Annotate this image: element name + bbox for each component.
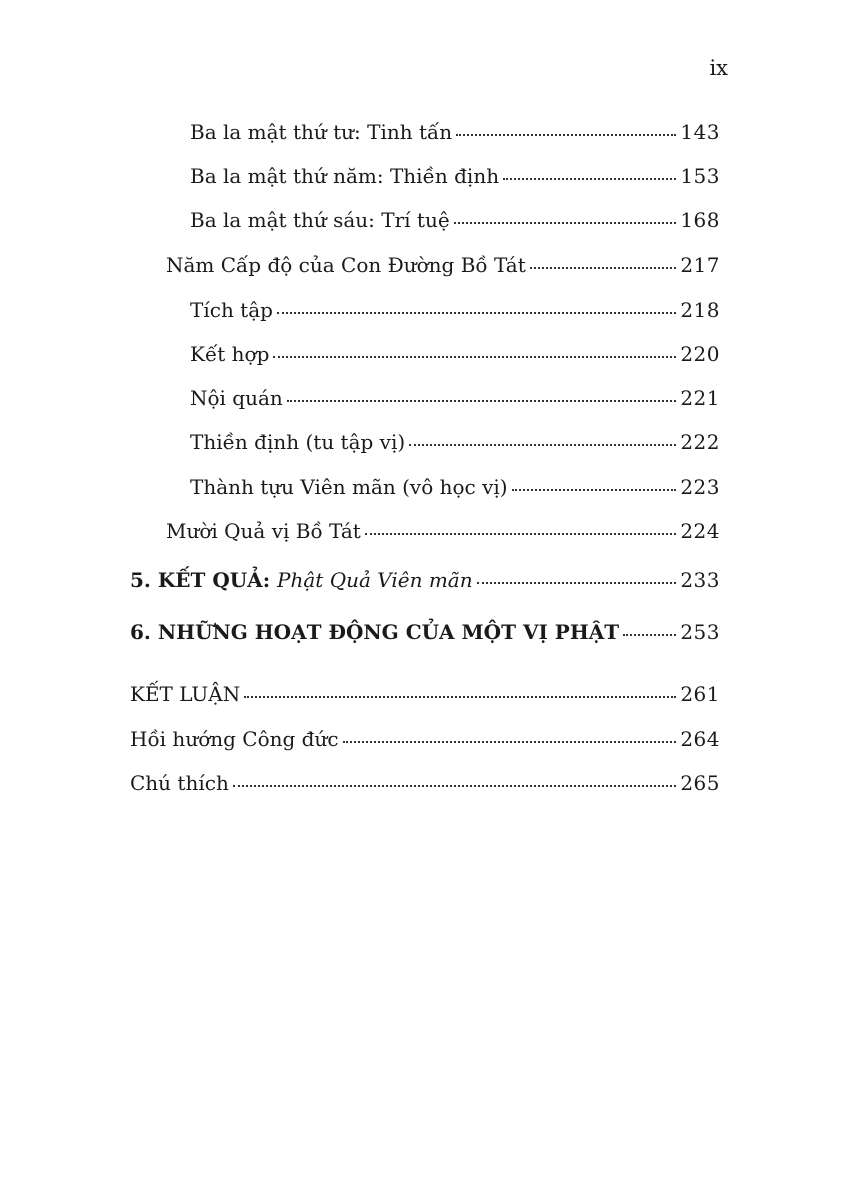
dot-leader (530, 267, 677, 269)
toc-entry-label: 6. NHỮNG HOẠT ĐỘNG CỦA MỘT VỊ PHẬT (130, 620, 620, 644)
toc-entry-page: 168 (680, 208, 720, 232)
dot-leader (623, 634, 676, 636)
toc-entry-page: 253 (680, 620, 720, 644)
dot-leader (277, 312, 676, 314)
page-number: ix (709, 56, 728, 80)
toc-entry-page: 220 (680, 342, 720, 366)
toc-entry-label: KẾT LUẬN (130, 682, 241, 706)
dot-leader (454, 222, 677, 224)
toc-entry-page: 222 (680, 430, 720, 454)
dot-leader (477, 582, 677, 584)
toc-chapter-entry[interactable] (130, 570, 720, 590)
toc-entry[interactable] (166, 521, 720, 541)
toc-entry[interactable] (190, 388, 720, 408)
toc-entry-label: Thành tựu Viên mãn (vô học vị) (190, 475, 508, 499)
toc-entry-label: Ba la mật thứ năm: Thiền định (190, 164, 500, 188)
toc-entry[interactable] (190, 477, 720, 497)
dot-leader (456, 134, 676, 136)
toc-entry-page: 223 (680, 475, 720, 499)
toc-entry-label: Kết hợp (190, 342, 270, 366)
dot-leader (244, 696, 676, 698)
toc-entry[interactable] (190, 432, 720, 452)
toc-entry[interactable] (166, 255, 720, 275)
toc-entry-page: 143 (680, 120, 720, 144)
toc-entry[interactable] (130, 684, 720, 704)
toc-entry-page: 264 (680, 727, 720, 751)
toc-entry-page: 153 (680, 164, 720, 188)
toc-entry-label: Ba la mật thứ sáu: Trí tuệ (190, 208, 450, 232)
toc-entry-label: Chú thích (130, 771, 229, 795)
toc-entry-page: 233 (680, 568, 720, 592)
toc-entry[interactable] (130, 773, 720, 793)
toc-entry-label: Hồi hướng Công đức (130, 727, 339, 751)
toc-entry[interactable] (190, 300, 720, 320)
toc-entry-label: Tích tập (190, 298, 273, 322)
dot-leader (287, 400, 677, 402)
toc-entry-page: 265 (680, 771, 720, 795)
toc-entry-page: 221 (680, 386, 720, 410)
toc-entry[interactable] (190, 166, 720, 186)
toc-entry-page: 217 (680, 253, 720, 277)
toc-entry-label (130, 570, 473, 590)
dot-leader (273, 356, 676, 358)
dot-leader (512, 489, 677, 491)
chapter-number-title: 5. KẾT QUẢ: (130, 568, 271, 592)
toc-chapter-entry[interactable] (130, 622, 720, 642)
toc-entry[interactable] (190, 122, 720, 142)
toc-entry-label: Mười Quả vị Bồ Tát (166, 519, 361, 543)
toc-entry[interactable] (190, 210, 720, 230)
dot-leader (343, 741, 677, 743)
toc-entry-page: 261 (680, 682, 720, 706)
toc-entry-label: Ba la mật thứ tư: Tinh tấn (190, 120, 453, 144)
toc-entry[interactable] (130, 729, 720, 749)
dot-leader (503, 178, 676, 180)
chapter-subtitle: Phật Quả Viên mãn (277, 568, 473, 592)
toc-entry-page: 218 (680, 298, 720, 322)
toc-entry-label: Nội quán (190, 386, 283, 410)
dot-leader (233, 785, 676, 787)
toc-entry-label: Thiền định (tu tập vị) (190, 430, 406, 454)
toc-entry-label: Năm Cấp độ của Con Đường Bồ Tát (166, 253, 526, 277)
toc-entry[interactable] (190, 344, 720, 364)
dot-leader (365, 533, 677, 535)
toc-entry-page: 224 (680, 519, 720, 543)
dot-leader (409, 444, 676, 446)
